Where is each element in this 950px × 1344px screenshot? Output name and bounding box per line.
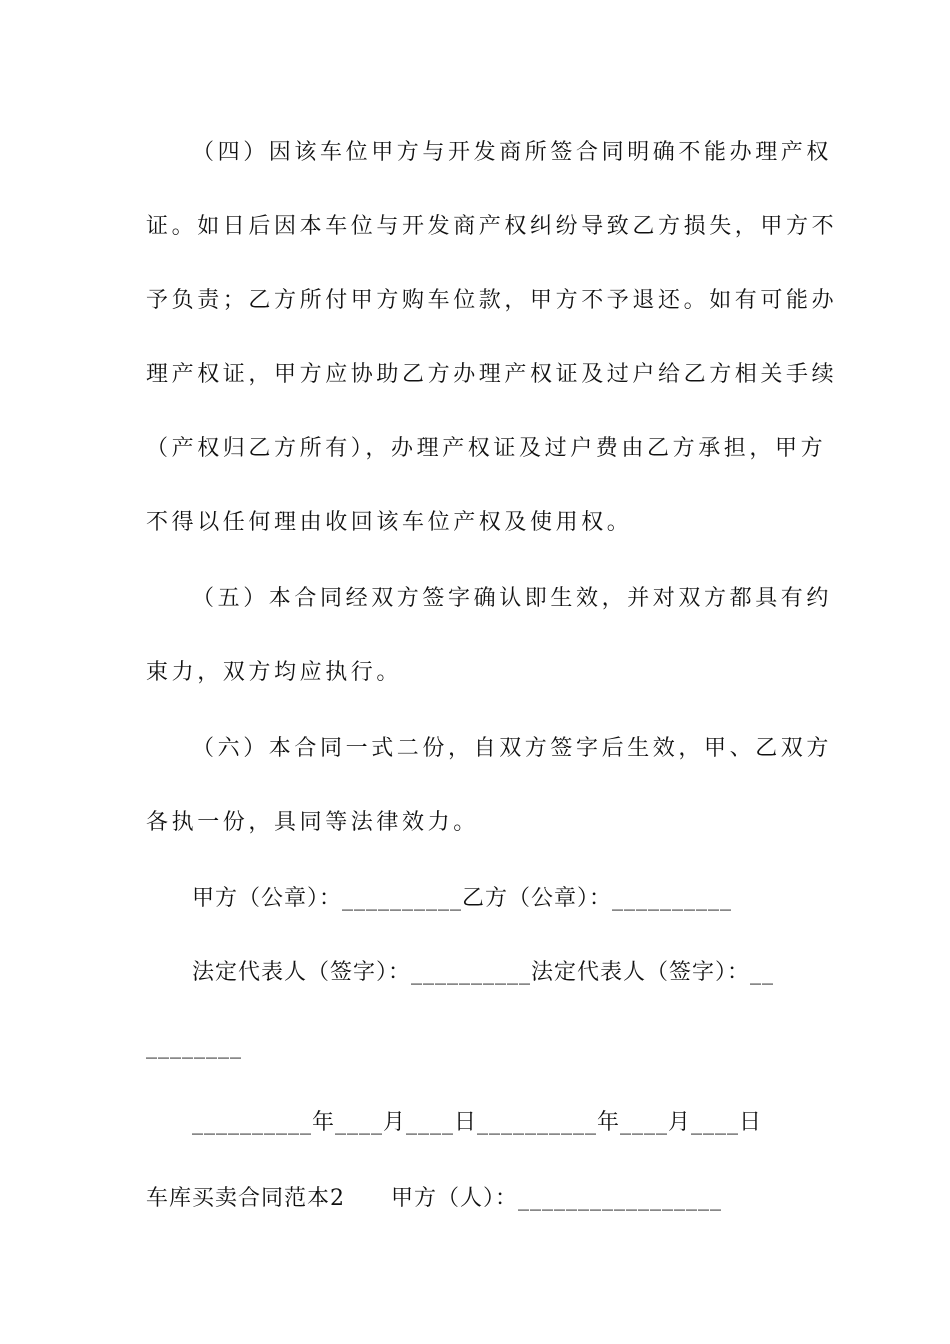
clause-4-line-4: 理产权证，甲方应协助乙方办理产权证及过户给乙方相关手续 [146,362,838,387]
clause-4-line-2: 证。如日后因本车位与开发商产权纠纷导致乙方损失，甲方不 [146,214,838,239]
clause-5-line-2: 束力，双方均应执行。 [146,660,403,685]
date-line: __________年____月____日__________年____月____日 [192,1110,763,1135]
clause-5-line-1: （五）本合同经双方签字确认即生效，并对双方都具有约 [192,586,833,611]
contract-template-2-heading: 车库买卖合同范本2 甲方（人）：_________________ [146,1186,722,1211]
clause-4-line-1: （四）因该车位甲方与开发商所签合同明确不能办理产权 [192,140,833,165]
clause-6-line-1: （六）本合同一式二份，自双方签字后生效，甲、乙双方 [192,736,833,761]
signature-representative-line: 法定代表人（签字）：__________法定代表人（签字）：__ [192,960,775,985]
clause-4-line-5: （产权归乙方所有），办理产权证及过户费由乙方承担，甲方 [146,436,827,461]
clause-4-line-3: 予负责；乙方所付甲方购车位款，甲方不予退还。如有可能办 [146,288,838,313]
clause-4-line-6: 不得以任何理由收回该车位产权及使用权。 [146,510,633,535]
clause-6-line-2: 各执一份，具同等法律效力。 [146,810,479,835]
signature-representative-continuation: ________ [146,1034,242,1059]
signature-seal-line: 甲方（公章）：__________乙方（公章）：__________ [192,886,733,911]
